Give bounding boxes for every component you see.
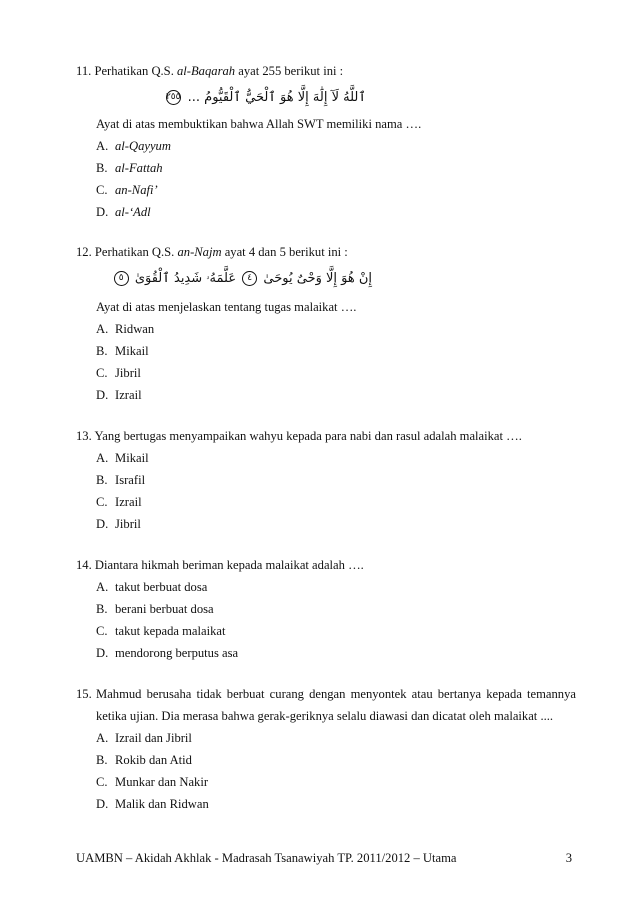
option-b[interactable]: B. Rokib dan Atid	[96, 753, 192, 767]
question-number: 15.	[76, 687, 92, 701]
aya-end-mark: ٤	[242, 271, 257, 286]
option-d[interactable]: D. mendorong berputus asa	[96, 646, 239, 660]
question-11	[76, 62, 576, 80]
question-15	[76, 685, 576, 703]
question-13	[76, 427, 576, 445]
question-number: 12.	[76, 245, 92, 259]
option-c[interactable]: C. takut kepada malaikat	[96, 624, 226, 638]
option-b[interactable]: B. berani berbuat dosa	[96, 602, 214, 616]
question-11-arabic-verse: ٱللَّهُ لَآ إِلَٰهَ إِلَّا هُوَ ٱلْحَيُّ ٱلْقَيُّومُ ... ٢٥٥	[165, 90, 366, 105]
question-14-stem: 14. Diantara hikmah beriman kepada malaikat adalah ….	[76, 558, 364, 572]
question-number: 11.	[76, 64, 92, 78]
option-a[interactable]: A. al-Qayyum	[96, 139, 171, 153]
footer-text: UAMBN – Akidah Akhlak - Madrasah Tsanawiyah TP. 2011/2012 – Utama	[76, 851, 457, 865]
option-c[interactable]: C. an-Nafi’	[96, 183, 158, 197]
option-c[interactable]: C. Izrail	[96, 495, 142, 509]
option-c[interactable]: C. Jibril	[96, 366, 141, 380]
question-14	[76, 556, 576, 574]
question-12-stem: 12. Perhatikan Q.S. an-Najm ayat 4 dan 5 berikut ini :	[76, 245, 348, 259]
option-b[interactable]: B. Mikail	[96, 344, 149, 358]
option-a[interactable]: A. Mikail	[96, 451, 149, 465]
question-number: 13.	[76, 429, 92, 443]
question-number: 14.	[76, 558, 92, 572]
option-b[interactable]: B. al-Fattah	[96, 161, 163, 175]
option-c[interactable]: C. Munkar dan Nakir	[96, 775, 209, 789]
option-d[interactable]: D. al-‘Adl	[96, 205, 151, 219]
option-d[interactable]: D. Jibril	[96, 517, 141, 531]
question-15-stem-line-2: ketika ujian. Dia merasa bahwa gerak-geriknya selalu diawasi dan dicatat oleh malaikat ....	[96, 709, 554, 723]
question-11-prompt: Ayat di atas membuktikan bahwa Allah SWT memiliki nama ….	[96, 117, 422, 131]
option-a[interactable]: A. Ridwan	[96, 322, 155, 336]
question-12-arabic-verse: إِنْ هُوَ إِلَّا وَحْىٌ يُوحَىٰ ٤ عَلَّمَهُۥ شَدِيدُ ٱلْقُوَىٰ ٥	[96, 271, 372, 293]
option-d[interactable]: D. Malik dan Ridwan	[96, 797, 209, 811]
question-11-stem: 11. Perhatikan Q.S. al-Baqarah ayat 255 berikut ini :	[76, 64, 344, 78]
page-footer	[76, 851, 576, 866]
aya-end-mark: ٢٥٥	[166, 90, 181, 105]
question-12-prompt: Ayat di atas menjelaskan tentang tugas malaikat ….	[96, 300, 357, 314]
page-number: 3	[565, 851, 572, 865]
option-d[interactable]: D. Izrail	[96, 388, 142, 402]
question-12	[76, 243, 576, 261]
option-b[interactable]: B. Israfil	[96, 473, 146, 487]
question-13-stem: 13. Yang bertugas menyampaikan wahyu kepada para nabi dan rasul adalah malaikat ….	[76, 429, 522, 443]
question-15-stem-line-1: 15. Mahmud berusaha tidak berbuat curang dengan menyontek atau bertanya kepada temannya	[76, 687, 576, 701]
option-a[interactable]: A. takut berbuat dosa	[96, 580, 208, 594]
aya-end-mark: ٥	[114, 271, 129, 286]
option-a[interactable]: A. Izrail dan Jibril	[96, 731, 192, 745]
